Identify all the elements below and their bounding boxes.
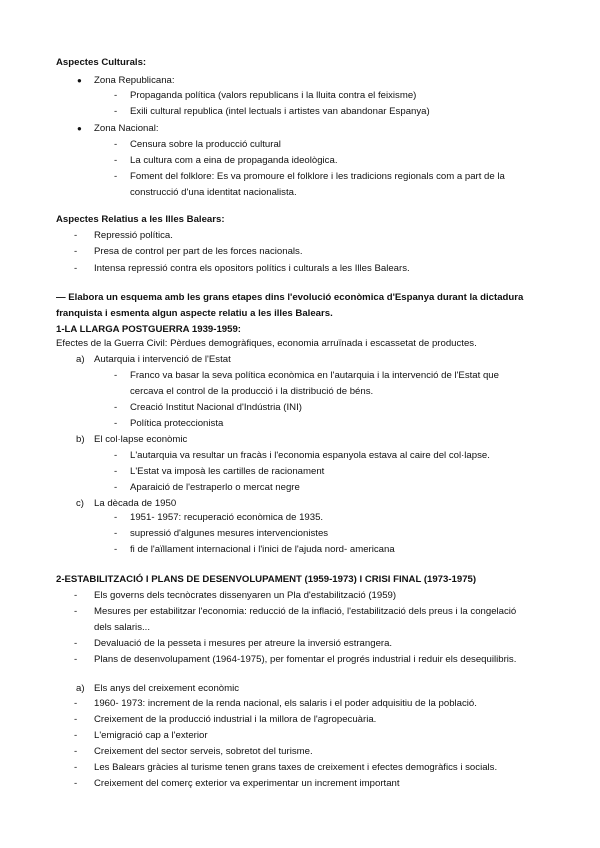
list-marker: - — [114, 171, 118, 182]
text-line: Creixement del comerç exterior va experimentar un increment important — [94, 778, 400, 789]
text-line: dels salaris... — [94, 622, 150, 633]
text-line: Franco va basar la seva política econòmica en l'autarquia i la intervenció de l'Estat que — [130, 370, 499, 381]
list-marker: - — [114, 482, 118, 493]
list-marker: - — [114, 528, 118, 539]
text-line: Creixement de la producció industrial i la millora de l'agropecuària. — [94, 714, 377, 725]
text-line: 1960- 1973: increment de la renda nacional, els salaris i el poder adquisitiu de la població. — [94, 698, 477, 709]
list-marker: - — [114, 544, 118, 555]
text-line: La cultura com a eina de propaganda ideològica. — [130, 155, 338, 166]
list-marker: - — [74, 590, 78, 601]
text-line: Exili cultural republica (intel lectuals i artistes van abandonar Espanya) — [130, 106, 430, 117]
list-marker: - — [74, 230, 78, 241]
text-line: Aparaició de l'estraperlo o mercat negre — [130, 482, 300, 493]
list-marker: - — [114, 402, 118, 413]
text-line: Censura sobre la producció cultural — [130, 139, 281, 150]
text-line: Efectes de la Guerra Civil: Pèrdues demogràfiques, economia arruïnada i escassetat de productes. — [56, 338, 477, 349]
section-heading: 2-ESTABILITZACIÓ I PLANS DE DESENVOLUPAMENT (1959-1973) I CRISI FINAL (1973-1975) — [56, 574, 477, 585]
text-line: supressió d'algunes mesures intervencionistes — [130, 528, 329, 539]
section-heading: Aspectes Culturals: — [56, 57, 147, 68]
text-line: L'autarquia va resultar un fracàs i l'economia espanyola estava al caire del col·lapse. — [130, 450, 490, 461]
text-line: Zona Nacional: — [94, 123, 159, 134]
list-marker: a) — [76, 354, 85, 365]
text-line: Política proteccionista — [130, 418, 224, 429]
text-line: Creixement del sector serveis, sobretot del turisme. — [94, 746, 313, 757]
text-line: Foment del folklore: Es va promoure el folklore i les tradicions regionals com a part de la — [130, 171, 505, 182]
section-heading: — Elabora un esquema amb les grans etapes dins l'evolució econòmica d'Espanya durant la dictadura — [56, 292, 524, 303]
list-marker: - — [74, 714, 78, 725]
text-line: El col·lapse econòmic — [94, 434, 188, 445]
list-marker: - — [114, 418, 118, 429]
list-marker: - — [114, 106, 118, 117]
text-line: Mesures per estabilitzar l'economia: reducció de la inflació, l'estabilització dels preus i la congelació — [94, 606, 517, 617]
text-line: Els governs dels tecnòcrates dissenyaren un Pla d'estabilització (1959) — [94, 590, 397, 601]
text-line: Zona Republicana: — [94, 75, 175, 86]
text-line: Les Balears gràcies al turisme tenen grans taxes de creixement i efectes demogràfics i socials. — [94, 762, 498, 773]
section-heading: Aspectes Relatius a les Illes Balears: — [56, 214, 225, 225]
list-marker: - — [114, 512, 118, 523]
list-marker: a) — [76, 683, 85, 694]
list-marker: - — [74, 654, 78, 665]
text-line: Intensa repressió contra els opositors polítics i culturals a les Illes Balears. — [94, 263, 410, 274]
list-marker: - — [74, 730, 78, 741]
text-line: construcció d'una identitat nacionalista. — [130, 187, 297, 198]
list-marker: - — [74, 263, 78, 274]
text-line: L'emigració cap a l'exterior — [94, 730, 208, 741]
list-marker: - — [114, 466, 118, 477]
list-marker: - — [74, 246, 78, 257]
list-marker: - — [74, 698, 78, 709]
text-line: 1951- 1957: recuperació econòmica de 1935. — [130, 512, 324, 523]
text-line: Repressió política. — [94, 230, 173, 241]
text-line: Plans de desenvolupament (1964-1975), per fomentar el progrés industrial i reduir els desequilibris. — [94, 654, 517, 665]
list-marker: - — [74, 638, 78, 649]
list-marker: - — [114, 155, 118, 166]
text-line: Presa de control per part de les forces nacionals. — [94, 246, 303, 257]
list-marker: - — [114, 370, 118, 381]
text-line: L'Estat va imposà les cartilles de racionament — [130, 466, 325, 477]
list-marker: c) — [76, 498, 84, 509]
text-line: La dècada de 1950 — [94, 498, 177, 509]
list-marker: ● — [77, 76, 82, 85]
list-marker: - — [74, 606, 78, 617]
list-marker: - — [114, 139, 118, 150]
section-heading: 1-LA LLARGA POSTGUERRA 1939-1959: — [56, 324, 241, 335]
text-line: Autarquia i intervenció de l'Estat — [94, 354, 231, 365]
list-marker: - — [74, 778, 78, 789]
list-marker: - — [74, 746, 78, 757]
list-marker: - — [114, 450, 118, 461]
text-line: Devaluació de la pesseta i mesures per atreure la inversió estrangera. — [94, 638, 393, 649]
text-line: Creació Institut Nacional d'Indústria (INI) — [130, 402, 302, 413]
list-marker: b) — [76, 434, 85, 445]
text-line: cercava el control de la producció i la distribució de béns. — [130, 386, 374, 397]
list-marker: - — [114, 90, 118, 101]
section-heading: franquista i esmenta algun aspecte relatiu a les illes Balears. — [56, 308, 333, 319]
text-line: Propaganda política (valors republicans i la lluita contra el feixisme) — [130, 90, 417, 101]
text-line: Els anys del creixement econòmic — [94, 683, 240, 694]
list-marker: ● — [77, 124, 82, 133]
list-marker: - — [74, 762, 78, 773]
text-line: fi de l'aïllament internacional i l'inici de l'ajuda nord- americana — [130, 544, 395, 555]
